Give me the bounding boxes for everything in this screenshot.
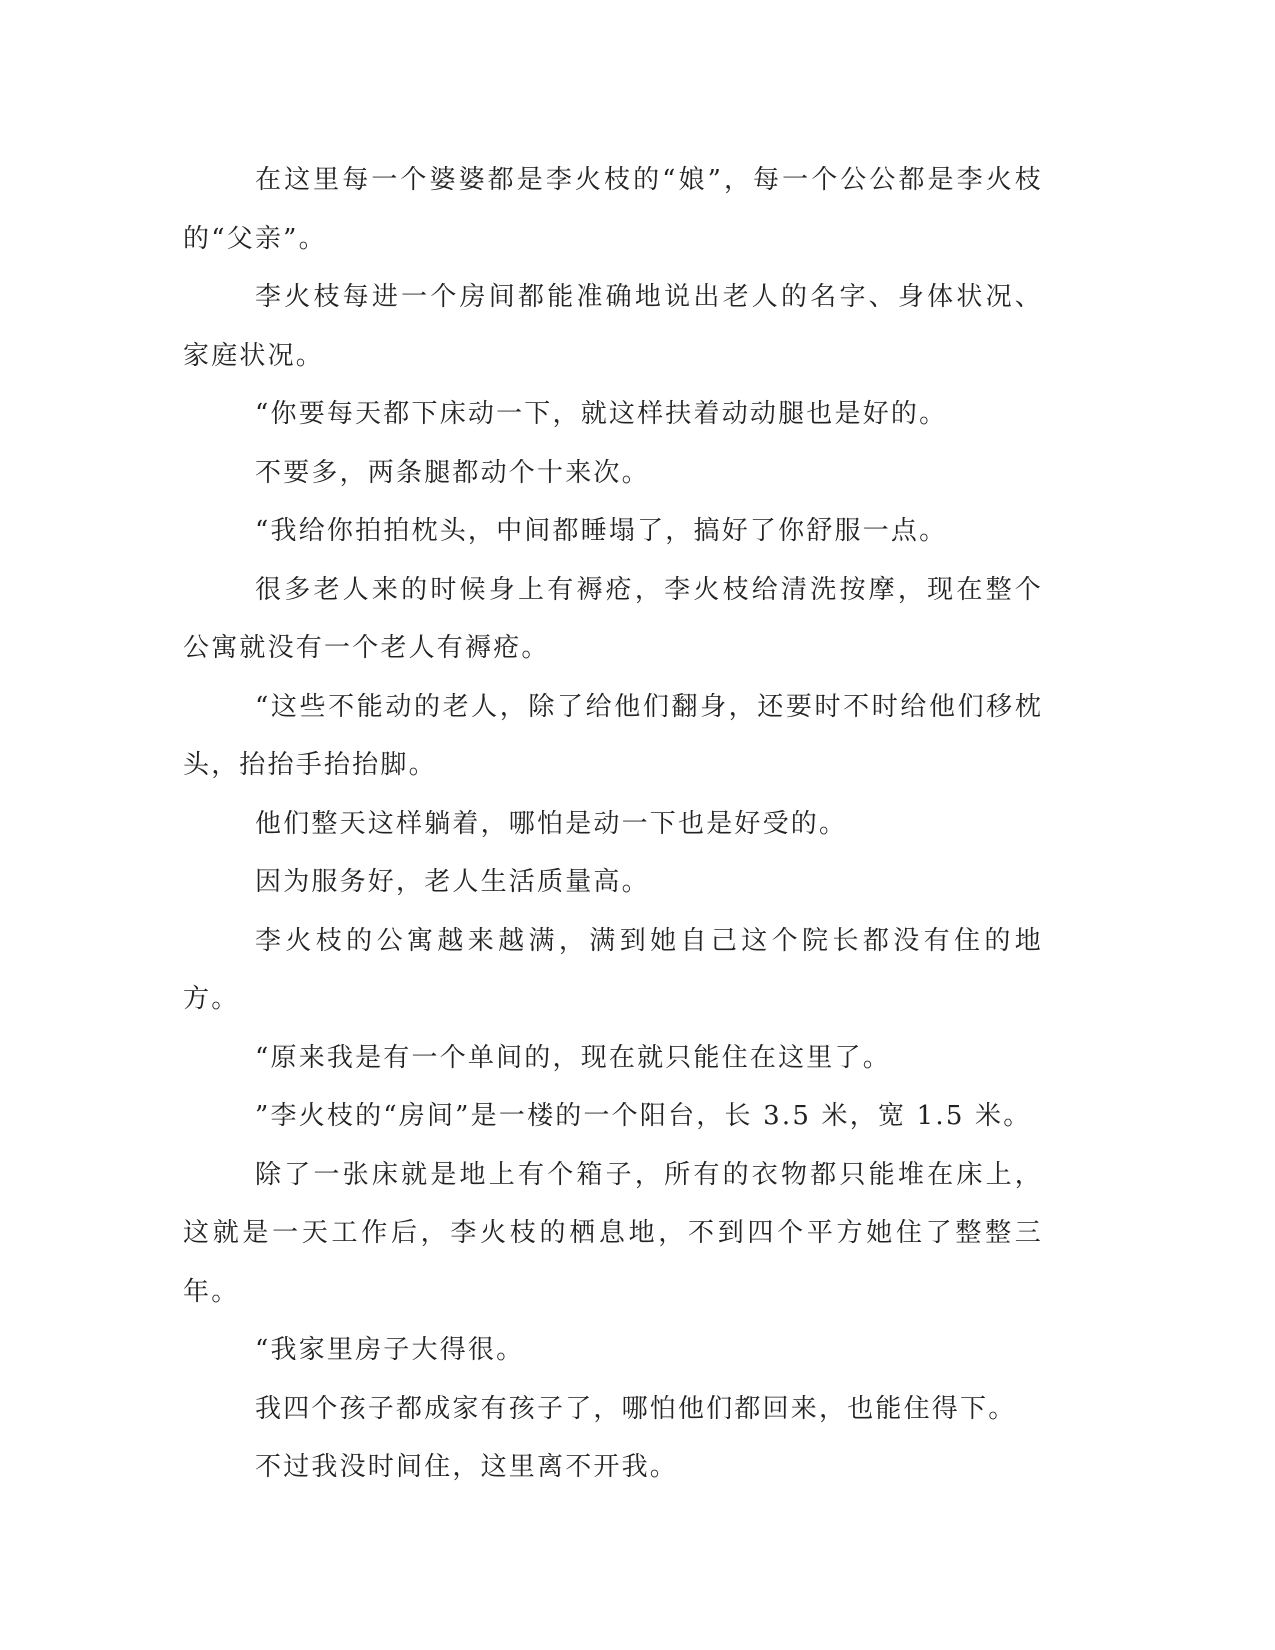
paragraph-9: 因为服务好，老人生活质量高。 xyxy=(255,867,650,897)
paragraph-1: 在这里每一个婆婆都是李火枝的“娘”，每一个公公都是李火枝的“父亲”。 xyxy=(183,165,1043,254)
paragraph-7: “这些不能动的老人，除了给他们翻身，还要时不时给他们移枕头，抬抬手抬抬脚。 xyxy=(183,691,1043,780)
paragraph-10: 李火枝的公寓越来越满，满到她自己这个院长都没有住的地方。 xyxy=(183,925,1043,1014)
paragraph-11: “原来我是有一个单间的，现在就只能住在这里了。 xyxy=(255,1042,891,1073)
paragraph-3: “你要每天都下床动一下，就这样扶着动动腿也是好的。 xyxy=(255,399,948,429)
paragraph-5: “我给你拍拍枕头，中间都睡塌了，搞好了你舒服一点。 xyxy=(255,516,948,546)
paragraph-13: 除了一张床就是地上有个箱子，所有的衣物都只能堆在床上，这就是一天工作后，李火枝的栖息地，不到四个平方她住了整整三年。 xyxy=(183,1159,1043,1307)
paragraph-2: 李火枝每进一个房间都能准确地说出老人的名字、身体状况、家庭状况。 xyxy=(183,282,1043,371)
paragraph-8: 他们整天这样躺着，哪怕是动一下也是好受的。 xyxy=(255,808,848,839)
paragraph-16: 不过我没时间住，这里离不开我。 xyxy=(255,1452,679,1482)
document-body xyxy=(183,151,1043,1497)
paragraph-14: “我家里房子大得很。 xyxy=(255,1335,525,1365)
paragraph-12: ”李火枝的“房间”是一楼的一个阳台，长 3.5 米，宽 1.5 米。 xyxy=(255,1101,1032,1131)
paragraph-15: 我四个孩子都成家有孩子了，哪怕他们都回来，也能住得下。 xyxy=(255,1393,1017,1424)
paragraph-4: 不要多，两条腿都动个十来次。 xyxy=(255,457,650,488)
paragraph-6: 很多老人来的时候身上有褥疮，李火枝给清洗按摩，现在整个公寓就没有一个老人有褥疮。 xyxy=(183,574,1043,663)
